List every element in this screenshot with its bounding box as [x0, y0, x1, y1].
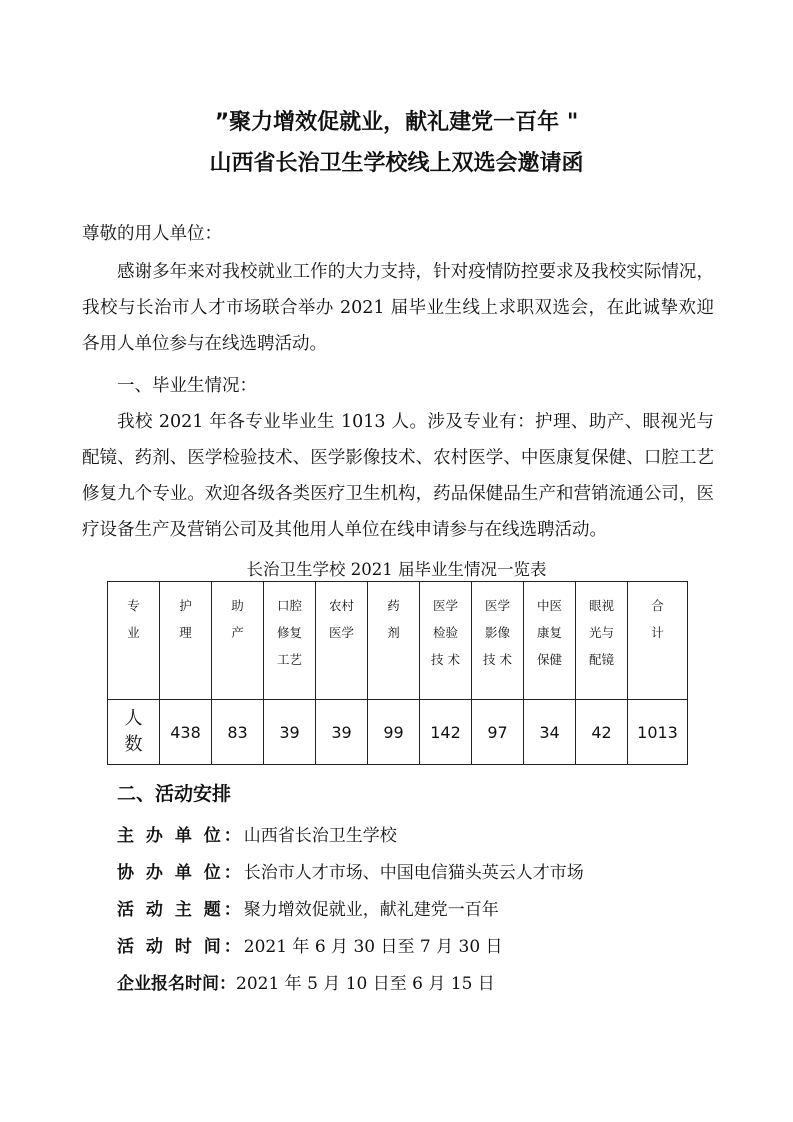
graduates-table — [107, 581, 688, 765]
salutation: 尊敬的用人单位： — [82, 224, 222, 244]
value-cell: 42 — [576, 700, 628, 765]
header-cell: 眼视 光与 配镜 — [576, 582, 628, 700]
header-cell: 医学 影像 技 术 — [472, 582, 524, 700]
value-cell: 34 — [524, 700, 576, 765]
header-cell: 中医 康复 保健 — [524, 582, 576, 700]
graduates-paragraph: 我校 2021 年各专业毕业生 1013 人。涉及专业有：护理、助产、眼视光与配镜、药剂、医学检验技术、医学影像技术、农村医学、中医康复保健、口腔工艺修复九个专业。欢迎各级各类医疗卫生机构，药品保健品生产和营销流通公司，医疗设备生产及营销公司及其他用人单位在线申请参与在线选聘活动。 — [82, 412, 714, 540]
section-heading-graduates: 一、毕业生情况： — [117, 376, 257, 396]
header-cell: 农村 医学 — [316, 582, 368, 700]
row-label-cell: 人 数 — [108, 700, 160, 765]
value-cell: 438 — [160, 700, 212, 765]
value-cell: 83 — [212, 700, 264, 765]
section-heading-activities: 二、活动安排 — [117, 783, 232, 805]
arrangement-registration-time: 企业报名时间：2021 年 5 月 10 日至 6 月 15 日 — [117, 974, 495, 994]
value-cell: 97 — [472, 700, 524, 765]
header-cell: 口腔 修复 工艺 — [264, 582, 316, 700]
title-line-1: ”聚力增效促就业，献礼建党一百年 " — [214, 110, 579, 135]
header-cell: 护 理 — [160, 582, 212, 700]
table-row — [108, 700, 688, 765]
header-cell: 药 剂 — [368, 582, 420, 700]
intro-paragraph: 感谢多年来对我校就业工作的大力支持，针对疫情防控要求及我校实际情况，我校与长治市人才市场联合举办 2021 届毕业生线上求职双选会，在此诚挚欢迎各用人单位参与在线选聘活动。 — [82, 262, 714, 354]
header-cell: 专 业 — [108, 582, 160, 700]
table-header-row — [108, 582, 688, 700]
value-cell: 142 — [420, 700, 472, 765]
arrangement-organizer: 主 办 单 位：山西省长治卫生学校 — [117, 826, 397, 846]
arrangement-co-organizer: 协 办 单 位：长治市人才市场、中国电信猫头英云人才市场 — [117, 863, 584, 883]
header-cell: 合 计 — [628, 582, 688, 700]
value-cell: 39 — [264, 700, 316, 765]
total-cell: 1013 — [628, 700, 688, 765]
arrangement-event-time: 活 动 时 间：2021 年 6 月 30 日至 7 月 30 日 — [117, 937, 503, 957]
value-cell: 39 — [316, 700, 368, 765]
header-cell: 医学 检验 技 术 — [420, 582, 472, 700]
title-line-2: 山西省长治卫生学校线上双选会邀请函 — [209, 151, 584, 176]
value-cell: 99 — [368, 700, 420, 765]
header-cell: 助 产 — [212, 582, 264, 700]
table-caption: 长治卫生学校 2021 届毕业生情况一览表 — [246, 560, 547, 579]
arrangement-theme: 活 动 主 题：聚力增效促就业，献礼建党一百年 — [117, 900, 499, 920]
